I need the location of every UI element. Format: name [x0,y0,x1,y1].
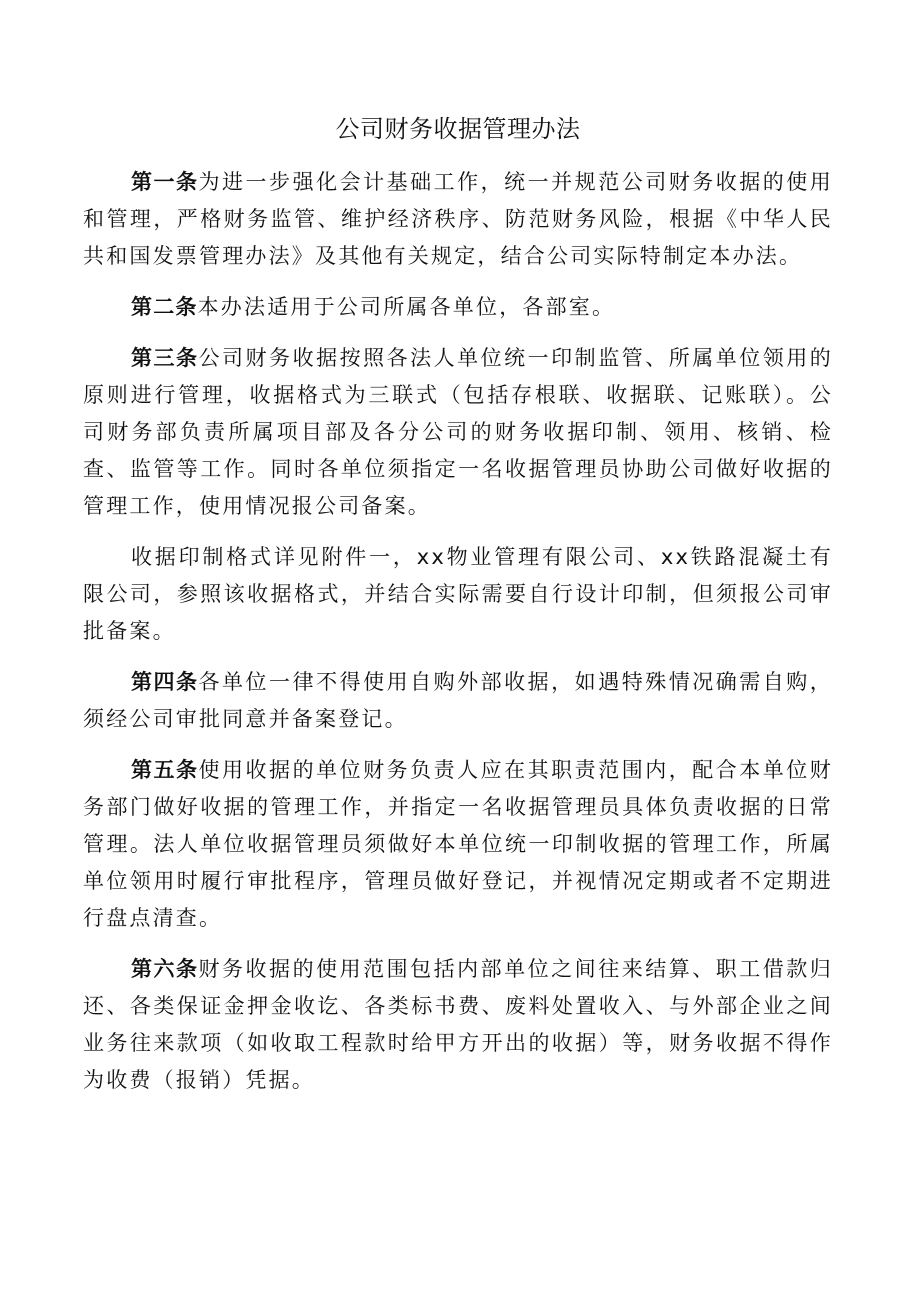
article-3 [83,340,833,525]
article-3-supplement-text: 收据印制格式详见附件一，xx物业管理有限公司、xx铁路混凝土有限公司，参照该收据格式，并结合实际需要自行设计印制，但须报公司审批备案。 [83,545,833,643]
document-page [83,112,833,1113]
article-1-text: 为进一步强化会计基础工作，统一并规范公司财务收据的使用和管理，严格财务监管、维护经济秩序、防范财务风险，根据《中华人民共和国发票管理办法》及其他有关规定，结合公司实际特制定本办法。 [83,170,833,268]
article-6 [83,951,833,1099]
article-2-text: 本办法适用于公司所属各单位，各部室。 [197,295,616,319]
article-2-label: 第二条 [131,295,198,319]
article-3-label: 第三条 [131,346,199,370]
document-title: 公司财务收据管理办法 [335,115,581,143]
article-4-label: 第四条 [131,670,199,694]
article-4 [83,664,833,738]
article-2 [83,289,833,326]
article-5-text: 使用收据的单位财务负责人应在其职责范围内，配合本单位财务部门做好收据的管理工作，并指定一名收据管理员具体负责收据的日常管理。法人单位收据管理员须做好本单位统一印制收据的管理工作，所属单位领用时履行审批程序，管理员做好登记，并视情况定期或者不定期进行盘点清查。 [83,758,833,930]
article-5 [83,752,833,937]
article-5-label: 第五条 [131,758,199,782]
article-3-supplement [83,539,833,650]
article-6-text: 财务收据的使用范围包括内部单位之间往来结算、职工借款归还、各类保证金押金收讫、各类标书费、废料处置收入、与外部企业之间业务往来款项（如收取工程款时给甲方开出的收据）等，财务收据不得作为收费（报销）凭据。 [83,957,833,1092]
article-4-text: 各单位一律不得使用自购外部收据，如遇特殊情况确需自购，须经公司审批同意并备案登记。 [83,670,833,731]
article-1 [83,164,833,275]
article-1-label: 第一条 [131,170,199,194]
article-6-label: 第六条 [131,957,199,981]
article-3-text: 公司财务收据按照各法人单位统一印制监管、所属单位领用的原则进行管理，收据格式为三联式（包括存根联、收据联、记账联）。公司财务部负责所属项目部及各分公司的财务收据印制、领用、核销、检查、监管等工作。同时各单位须指定一名收据管理员协助公司做好收据的管理工作，使用情况报公司备案。 [83,346,833,518]
